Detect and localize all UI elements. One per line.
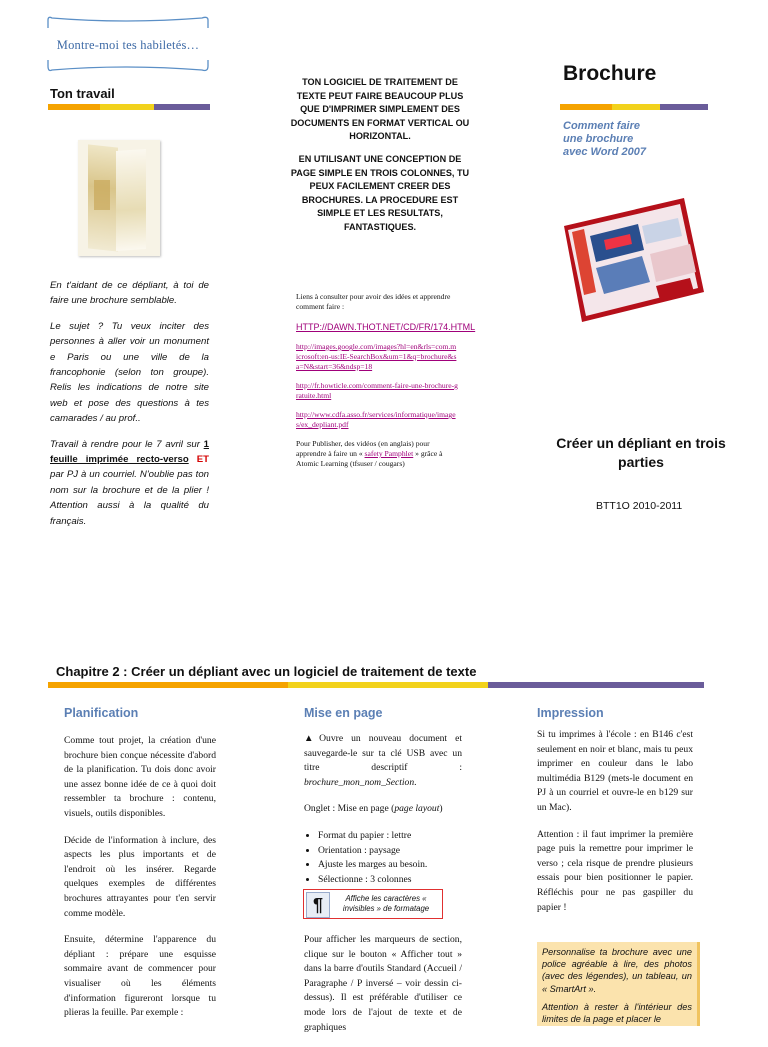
banner — [44, 14, 212, 76]
intro-caps — [290, 76, 470, 244]
tip-text: Attention à rester à l'intérieur des limites de la page et placer le — [542, 1001, 692, 1025]
paragraph: Attention : il faut imprimer la première page puis la remettre pour imprimer le verso ; cela risque de prendre plusieurs essais pour bien positionner le papier. Réfléchis pour ne pas gaspiller du papier ! — [537, 828, 693, 913]
deadline-rest: par PJ à un courriel. N'oublie pas ton nom sur la brochure et de la plier ! Attention aussi à la qualité du français. — [50, 469, 209, 527]
subtitle: Comment faire une brochure avec Word 2007 — [563, 120, 646, 158]
et-highlight: ET — [196, 454, 209, 466]
section-heading: Planification — [64, 706, 139, 720]
left-paragraph — [50, 437, 209, 529]
paragraph: ▲Ouvre un nouveau document et sauvegarde-le sur ta clé USB avec un titre descriptif : brochure_mon_nom_Section. — [304, 733, 462, 788]
color-stripe — [48, 104, 210, 110]
color-stripe — [560, 104, 708, 110]
paragraph: Comme tout projet, la création d'une brochure bien conçue nécessite d'abord de la planification. Tu dois donc avoir une assez bonne idée de ce à quoi doit ressembler ta brochure : contenu, visuels, outils disponibles. — [64, 735, 216, 819]
intro-paragraph: EN UTILISANT UNE CONCEPTION DE PAGE SIMPLE EN TROIS COLONNES, TU PEUX FACILEMENT CREER DES BROCHURES. LA PROCEDURE EST SIMPLE ET LES RESULTATS, FANTASTIQUES. — [290, 153, 470, 232]
tip-text: Personnalise ta brochure avec une police agréable à lire, des photos (avec des légendes), un tableau, un « SmartArt ». — [542, 947, 692, 994]
left-paragraph: En t'aidant de ce dépliant, à toi de faire une brochure semblable. — [50, 280, 209, 307]
link[interactable]: HTTP://DAWN.THOT.NET/CD/FR/174.HTML — [296, 322, 476, 332]
color-stripe — [48, 682, 704, 688]
links-intro: Liens à consulter pour avoir des idées et apprendre comment faire : — [296, 292, 451, 311]
list-item: • Sélectionne : 3 colonnes — [318, 873, 462, 888]
paragraph: Si tu imprimes à l'école : en B146 c'est seulement en noir et blanc, mais tu peux imprimer en couleur dans le labo multimédia B129 (mets-le document en PJ à un courriel et ouvre-le en b129 sur un Mac). — [537, 729, 693, 813]
tip-box — [537, 942, 700, 1026]
mise-en-page-text — [304, 732, 462, 899]
show-formatting-callout — [303, 889, 443, 919]
callout-text: Affiche les caractères « invisibles » de formatage — [342, 894, 430, 913]
section-heading: Ton travail — [50, 86, 115, 101]
settings-list — [304, 829, 462, 887]
link[interactable]: http://images.google.com/images?hl=en&rls=com.microsoft:en-us:IE-SearchBox&um=1&q=brochure&sa=N&start=36&ndsp=18 — [296, 342, 457, 371]
brochure-photo — [78, 140, 160, 256]
link[interactable]: http://www.cdfa.asso.fr/services/informatique/images/ex_depliant.pdf — [296, 410, 456, 429]
banner-text: Montre-moi tes habiletés… — [56, 38, 200, 52]
publisher-note: Pour Publisher, des vidéos (en anglais) pour apprendre à faire un « safety Pamphlet » grâce à Atomic Learning (tfsuser / cougars) — [296, 439, 443, 468]
brochure-cover-image — [560, 196, 706, 324]
link[interactable]: http://fr.howticle.com/comment-faire-une-brochure-gratuite.html — [296, 381, 458, 400]
paragraph: Décide de l'information à inclure, des aspects les plus importants et de l'endroit où les insérer. Regarde quelques exemples de différentes brochures attrayantes pour t'en servir comme modèle. — [64, 834, 216, 919]
list-item: • Format du papier : lettre — [318, 829, 462, 844]
course-code: BTT1O 2010-2011 — [596, 500, 683, 512]
left-paragraph: Le sujet ? Tu veux inciter des personnes à aller voir un monument e Paris ou une ville de la francophonie (selon ton groupe). Relis les indications de notre site web et pose des questions à tes camarades / au prof.. — [50, 320, 209, 425]
impression-text — [537, 728, 693, 927]
section-heading: Mise en page — [304, 706, 383, 720]
paragraph: Onglet : Mise en page (page layout) — [304, 803, 443, 815]
paragraph: Ensuite, détermine l'apparence du dépliant : prépare une esquisse sommaire avant de commencer pour visualiser où les éléments d'information figureront lorsque tu plieras la feuille. Par exemple : — [64, 934, 216, 1019]
list-item: • Orientation : paysage — [318, 844, 462, 859]
cover-title: Créer un dépliant en trois parties — [556, 435, 726, 470]
paragraph: Pour afficher les marqueurs de section, clique sur le bouton « Afficher tout » dans la barre d'outils Standard (Accueil / Paragraphe / P inversé – voir dessin ci-dessus). Il est préférable d'utiliser ce mode lors de l'ajout de texte et de graphiques — [304, 934, 462, 1033]
link[interactable]: safety Pamphlet — [364, 449, 414, 458]
intro-paragraph: TON LOGICIEL DE TRAITEMENT DE TEXTE PEUT FAIRE BEAUCOUP PLUS QUE D'IMPRIMER SIMPLEMENT DES DOCUMENTS EN FORMAT VERTICAL OU HORIZONTAL. — [290, 77, 470, 142]
left-text — [50, 278, 209, 539]
pilcrow-icon[interactable]: ¶ — [306, 892, 330, 918]
section-heading: Impression — [537, 706, 604, 720]
page-title: Brochure — [563, 62, 657, 85]
chapter-title: Chapitre 2 : Créer un dépliant avec un logiciel de traitement de texte — [56, 664, 477, 679]
list-item: • Ajuste les marges au besoin. — [318, 858, 462, 873]
planification-text — [64, 734, 216, 1033]
deadline-text: Travail à rendre pour le 7 avril sur — [50, 438, 204, 450]
links-section — [296, 292, 476, 478]
mise-en-page-text-2 — [304, 933, 462, 1047]
deadline-bold: 1 feuille imprimée recto-verso — [50, 438, 209, 466]
